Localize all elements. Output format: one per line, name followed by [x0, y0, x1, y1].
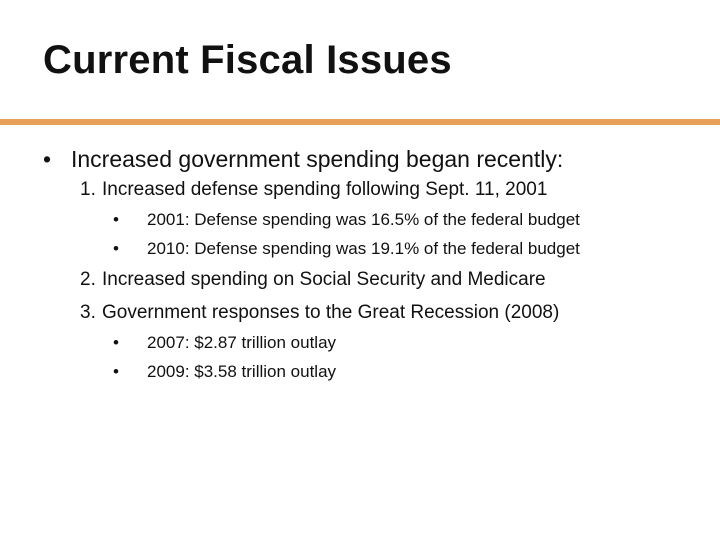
bullet-marker: •	[113, 210, 119, 229]
item-number: 2.	[80, 269, 96, 290]
sub-item	[113, 239, 580, 259]
item-text: Government responses to the Great Recession (2008)	[102, 302, 560, 323]
item-number: 1.	[80, 179, 96, 200]
sub-item-text: 2009: $3.58 trillion outlay	[147, 362, 337, 381]
item-text: Increased defense spending following Sept. 11, 2001	[102, 179, 548, 200]
bullet-marker: •	[43, 146, 52, 172]
bullet-marker: •	[113, 362, 119, 381]
item-text: Increased spending on Social Security and Medicare	[102, 269, 546, 290]
list-item-2	[80, 269, 546, 291]
slide-title: Current Fiscal Issues	[43, 38, 452, 82]
sub-item-text: 2007: $2.87 trillion outlay	[147, 333, 337, 352]
sub-item	[113, 362, 336, 382]
bullet-marker: •	[113, 239, 119, 258]
main-bullet-text: Increased government spending began recently:	[71, 146, 564, 172]
sub-item-text: 2001: Defense spending was 16.5% of the federal budget	[147, 210, 580, 229]
main-bullet	[43, 146, 563, 173]
item-number: 3.	[80, 302, 96, 323]
title-divider	[0, 119, 720, 125]
sub-item-text: 2010: Defense spending was 19.1% of the federal budget	[147, 239, 580, 258]
list-item-1	[80, 179, 547, 201]
sub-item	[113, 333, 336, 353]
sub-item	[113, 210, 580, 230]
list-item-3	[80, 302, 559, 324]
bullet-marker: •	[113, 333, 119, 352]
